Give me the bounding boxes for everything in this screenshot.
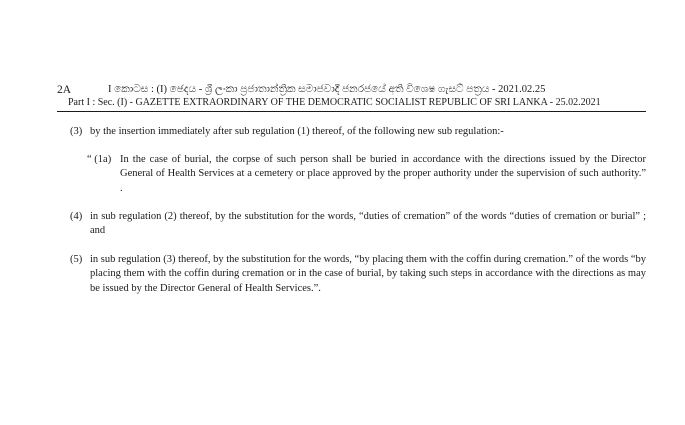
page-number: 2A bbox=[57, 84, 72, 96]
item-number-3: (3) bbox=[70, 126, 83, 137]
header-sinhala-title: I කොටස : (I) ඡෙදය - ශ්‍රී ලංකා ප්‍රජාතාන්ත්‍රික සමාජවාදී ජනරජයේ අති විශෙෂ ගැසට් පත්‍රය - 2021.02.25 bbox=[108, 84, 546, 95]
item-text-4: in sub regulation (2) thereof, by the substitution for the words, “duties of cremation” of the words “duties of cremation or burial” ; and bbox=[90, 211, 646, 237]
header-english-title: Part I : Sec. (I) - GAZETTE EXTRAORDINARY OF THE DEMOCRATIC SOCIALIST REPUBLIC OF SRI LANKA - 25.02.2021 bbox=[68, 97, 601, 108]
item-text-5: in sub regulation (3) thereof, by the substitution for the words, “by placing them with the coffin during cremation.” of the words “by placing them with the coffin during cremation or in the case of burial, by taking such steps in accordance with the directions as may be issued by the Director General of Health Services.”. bbox=[90, 254, 646, 294]
item-number-5: (5) bbox=[70, 254, 83, 265]
quote-label-1a: “ (1a) bbox=[87, 154, 112, 165]
item-number-4: (4) bbox=[70, 211, 83, 222]
header-divider bbox=[57, 111, 646, 112]
quote-text-1a: In the case of burial, the corpse of such person shall be buried in accordance with the directions issued by the Director General of Health Services at a cemetery or place approved by the proper authority under the supervision of such authority.” . bbox=[120, 154, 646, 194]
item-text-3: by the insertion immediately after sub regulation (1) thereof, of the following new sub regulation:- bbox=[90, 126, 504, 137]
